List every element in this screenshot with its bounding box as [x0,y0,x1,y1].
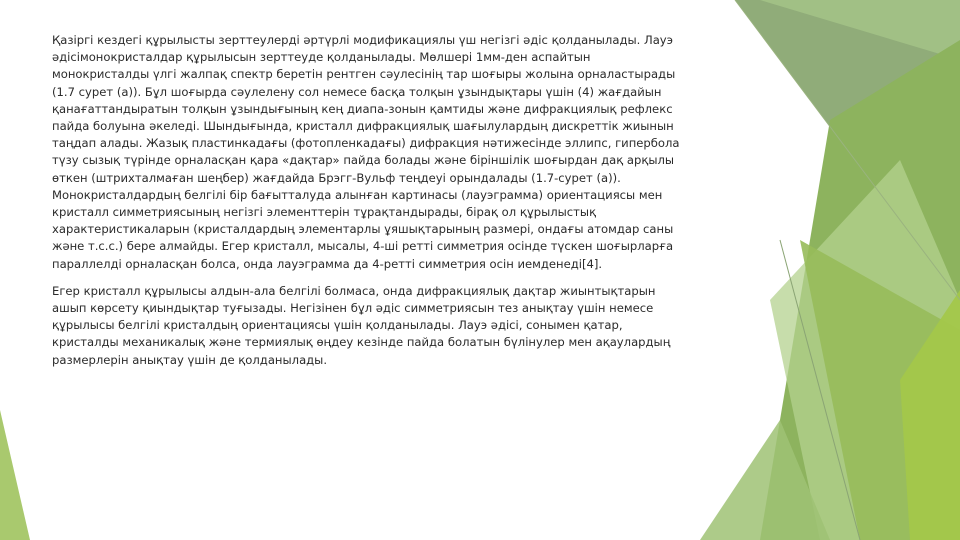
facet-bottom-left [0,410,30,540]
paragraph-2: Егер кристалл құрылысы алдын-ала белгілі болмаса, онда дифракциялық дақтар жиынтықтарын ашып көрсету қиындықтар туғызады. Негізінен бұл әдіс симметриясын тез анықтау үшін немесе құрылысы белгілі кристалдың ориентациясы үшін қолданылады. Лауэ әдісі, сонымен қатар, кристалды механикалық және термиялық өңдеу кезінде пайда болатын бүлінулер мен ақаулардың размерлерін анықтау үшін де қолданылады. [52,283,671,367]
body-text [52,32,688,372]
paragraph-1: Қазіргі кездегі құрылысты зерттеулерді әртүрлі модификациялы үш негізгі әдіс қолданылады. Лауэ әдісімонокристалдар құрылысын зерттеуде қолданылады. Мөлшері 1мм-ден аспайтын монокристалды үлгі жалпақ спектр беретін рентген сәулесінің тар шоғыры жолына орналастырады (1.7 сурет (а)). Бұл шоғырда сәулелену сол немесе басқа толқын ұзындықтары үшін (4) жағдайын қанағаттандыратын толқын ұзындығының кең диапа-зонын қамтиды және дифракциялық рефлекс пайда болуына әкеледі. Шындығында, кристалл дифракциялық шағылулардың дискреттік жиынын таңдап алады. Жазық пластинкадағы (фотопленкадағы) дифракция нәтижесінде эллипс, гипербола түзу сызық түрінде орналасқан қара «дақтар» пайда болады және біріншілік шоғырдан дақ арқылы өткен (штрихталмаған шеңбер) жағдайда Брэгг-Вульф теңдеуі орындалады (1.7-сурет (а)). Монокристалдардың белгілі бір бағытталуда алынған картинасы (лауэграмма) ориентациясы мен кристалл симметриясының негізгі элементтерін тұрақтандырады, бірақ ол құрылыстық характеристикаларын (кристалдардың элементарлы ұяшықтарының размері, ондағы атомдар саны және т.с.с.) бере алмайды. Егер кристалл, мысалы, 4-ші ретті симметрия осінде түскен шоғырларға параллелді орналасқан болса, онда лауэграмма да 4-ретті симметрия осін иемденеді[4]. [52,33,680,271]
